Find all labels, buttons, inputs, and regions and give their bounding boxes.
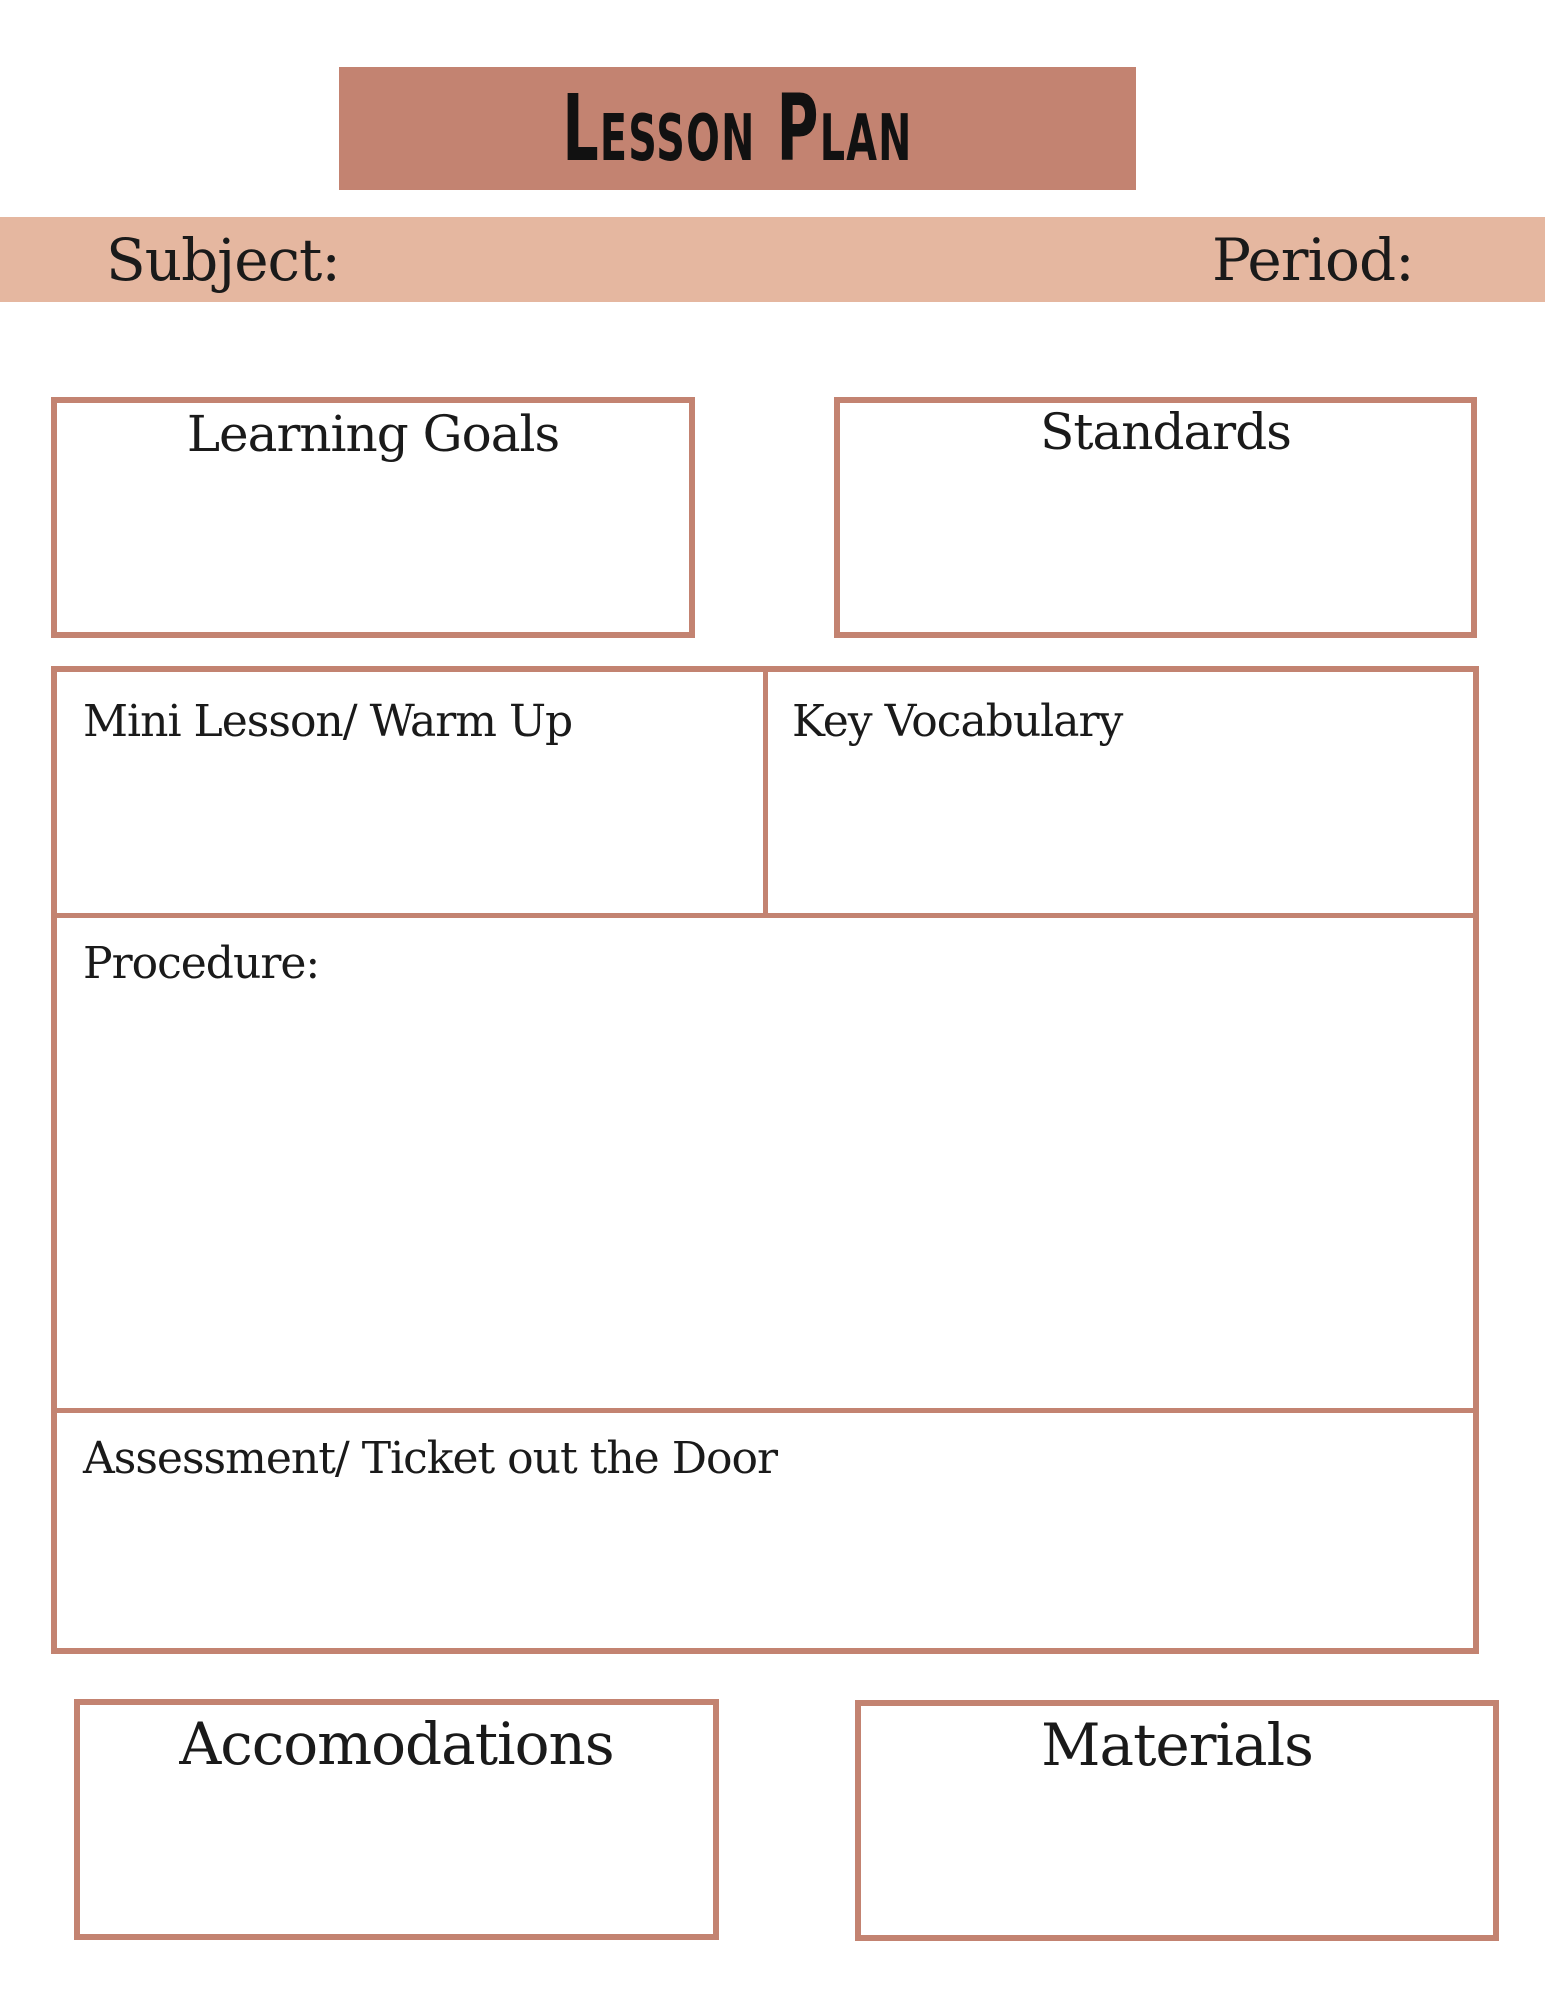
page-title: Lesson Plan bbox=[562, 74, 913, 182]
procedure-label: Procedure: bbox=[83, 938, 320, 989]
accommodations-box[interactable] bbox=[74, 1699, 719, 1940]
assessment-cell[interactable] bbox=[57, 1413, 1473, 1648]
subject-period-band bbox=[0, 217, 1545, 302]
lesson-main-grid bbox=[51, 666, 1479, 1654]
learning-goals-label: Learning Goals bbox=[186, 405, 560, 463]
title-banner bbox=[339, 67, 1136, 190]
procedure-cell[interactable] bbox=[57, 918, 1473, 1408]
standards-label: Standards bbox=[1040, 403, 1291, 461]
subject-label: Subject: bbox=[106, 226, 340, 294]
period-label: Period: bbox=[1212, 226, 1414, 294]
materials-label: Materials bbox=[1041, 1711, 1313, 1779]
mini-lesson-label: Mini Lesson/ Warm Up bbox=[83, 696, 573, 747]
assessment-label: Assessment/ Ticket out the Door bbox=[83, 1433, 777, 1484]
learning-goals-box[interactable] bbox=[51, 397, 695, 638]
materials-box[interactable] bbox=[855, 1700, 1499, 1941]
mini-lesson-cell[interactable] bbox=[57, 672, 763, 913]
key-vocabulary-label: Key Vocabulary bbox=[792, 696, 1123, 747]
standards-box[interactable] bbox=[834, 397, 1477, 638]
key-vocabulary-cell[interactable] bbox=[768, 672, 1473, 913]
accommodations-label: Accomodations bbox=[179, 1710, 614, 1778]
